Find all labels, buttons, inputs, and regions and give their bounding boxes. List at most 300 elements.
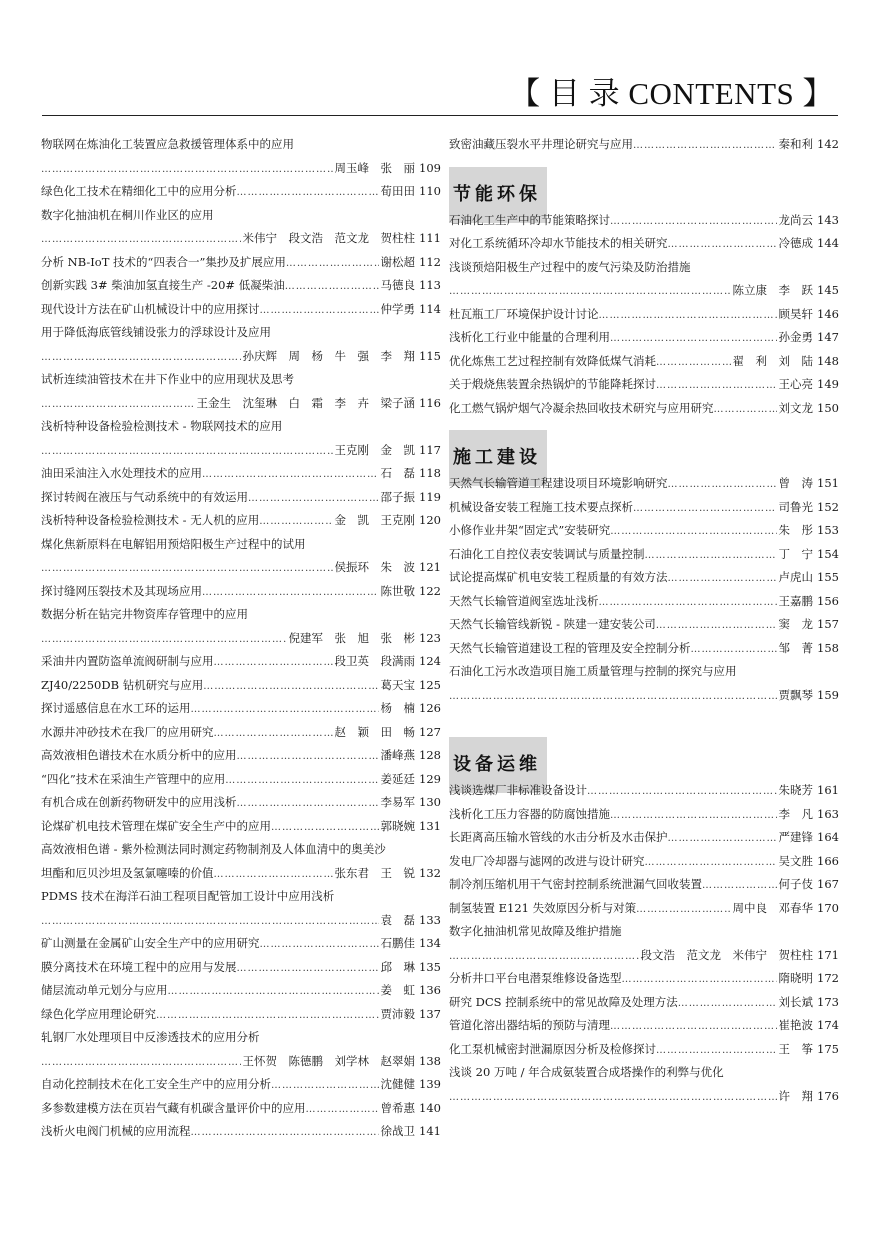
toc-entry: [41, 321, 441, 345]
toc-entry-page: 117: [419, 442, 441, 457]
toc-entry: [41, 298, 441, 322]
toc-entry-page: 111: [419, 231, 441, 245]
toc-entry-title: 有机合成在创新药物研发中的应用浅析: [41, 795, 237, 809]
toc-entry-author: 刘文龙 150: [778, 400, 839, 415]
toc-entry-title: 化工燃气锅炉烟气冷凝余热回收技术研究与应用研究: [449, 400, 714, 415]
toc-entry-page: 158: [817, 640, 839, 655]
toc-entry-author: 吴文胜 166: [778, 853, 839, 868]
dot-leader: [156, 1004, 379, 1027]
toc-entry-title: 数据分析在钻完井物资库存管理中的应用: [41, 607, 248, 621]
toc-entry-author: 丁 宁 154: [778, 546, 839, 561]
toc-entry-page: 135: [419, 959, 441, 974]
toc-entry: [449, 991, 839, 1015]
toc-entry-title: 采油井内置防盗单流阀研制与应用: [41, 654, 214, 668]
toc-entry: [449, 660, 839, 684]
toc-entry: [41, 1003, 441, 1027]
toc-entry-title: 试析连续油管技术在井下作业中的应用现状及思考: [41, 372, 294, 386]
dot-leader: [691, 638, 777, 661]
toc-entry-author: 赵 颖 田 畅 127: [334, 724, 441, 739]
toc-entry: [449, 303, 839, 327]
toc-entry-page: 149: [817, 377, 839, 391]
toc-entry-title: 分析井口平台电潜泵维修设备选型: [449, 971, 622, 985]
toc-entry: [449, 1061, 839, 1085]
toc-entry-title: 数字化抽油机在桐川作业区的应用: [41, 207, 214, 222]
toc-left-column: [41, 133, 441, 1144]
toc-entry: [41, 509, 441, 533]
toc-entry-title: 发电厂冷却器与滤网的改进与设计研究: [449, 853, 645, 868]
dot-leader: [656, 614, 777, 637]
toc-entry-page: 150: [817, 400, 839, 415]
toc-entry-page: 166: [817, 853, 839, 868]
toc-entry-page: 176: [817, 1088, 839, 1103]
toc-entry-page: 142: [817, 137, 839, 151]
dot-leader: [714, 398, 777, 421]
toc-entry-author: 李 凡 163: [778, 806, 839, 821]
toc-entry-title: 探讨转阀在液压与气动系统中的有效运用: [41, 489, 248, 504]
section-heading: 设备运维: [449, 737, 547, 793]
toc-entry-title: 浅析特种设备检验检测技术 - 物联网技术的应用: [41, 419, 283, 433]
toc-entry-author: 孙金勇 147: [778, 330, 839, 344]
toc-entry: [41, 791, 441, 815]
toc-entry-page: 134: [419, 936, 441, 950]
toc-entry-author: 张东君 王 锐 132: [334, 865, 441, 880]
dot-leader: [645, 851, 777, 874]
toc-entry: [449, 256, 839, 280]
toc-entry-author: 姜 虹 136: [380, 983, 441, 997]
toc-entry-page: 122: [419, 583, 441, 598]
toc-entry-page: 141: [419, 1124, 441, 1138]
toc-entry-page: 153: [817, 523, 839, 537]
dot-leader: [202, 463, 379, 486]
dot-leader: [260, 299, 379, 322]
toc-entry: [41, 1120, 441, 1144]
toc-entry-title: 自动化控制技术在化工安全生产中的应用分析: [41, 1077, 271, 1091]
toc-entry: [449, 850, 839, 874]
toc-entry-author: 沈健健 139: [380, 1077, 441, 1091]
dot-leader: [656, 1039, 777, 1062]
toc-entry-page: 123: [419, 630, 441, 645]
toc-entry: [449, 873, 839, 897]
toc-entry: [41, 204, 441, 228]
toc-entry-author: 曾希惠 140: [380, 1100, 441, 1115]
toc-entry: [41, 556, 441, 580]
dot-leader: [237, 792, 379, 815]
toc-entry: [41, 909, 441, 933]
dot-leader: [41, 628, 287, 651]
toc-entry-title: 轧钢厂水处理项目中反渗透技术的应用分析: [41, 1030, 260, 1044]
dot-leader: [306, 1098, 379, 1121]
toc-entry: [41, 627, 441, 651]
toc-entry-page: 144: [817, 236, 839, 250]
toc-entry: [449, 637, 839, 661]
dot-leader: [633, 134, 777, 157]
toc-entry: [449, 684, 839, 708]
dot-leader: [225, 769, 378, 792]
toc-entry-author: 周玉峰 张 丽 109: [334, 160, 441, 175]
toc-entry-title: 浅析化工压力容器的防腐蚀措施: [449, 806, 610, 821]
toc-entry-title: 天然气长输管道工程建设项目环境影响研究: [449, 476, 668, 490]
toc-entry-title: 储层流动单元划分与应用: [41, 983, 168, 997]
dot-leader: [260, 933, 379, 956]
toc-entry-title: 杜瓦瓶工厂环境保护设计讨论: [449, 306, 599, 321]
toc-entry-author: 冷德成 144: [778, 236, 839, 250]
dot-leader: [285, 275, 379, 298]
section-header-wrapper: [449, 157, 839, 209]
toc-entry-title: 创新实践 3# 柴油加氢直接生产 -20# 低凝柴油: [41, 278, 285, 292]
toc-entry-page: 171: [817, 947, 839, 962]
toc-entry-title: PDMS 技术在海洋石油工程项目配管加工设计中应用浅析: [41, 889, 335, 903]
toc-entry: [41, 1097, 441, 1121]
toc-entry-title: 浅析火电阀门机械的应用流程: [41, 1124, 191, 1138]
dot-leader: [633, 497, 777, 520]
toc-entry-author: 段卫英 段满雨 124: [334, 654, 441, 668]
toc-entry-page: 163: [817, 806, 839, 821]
toc-entry-page: 129: [419, 771, 441, 786]
dot-leader: [271, 1074, 379, 1097]
toc-entry-author: 孙庆辉 周 杨 牛 强 李 翔 115: [242, 348, 441, 363]
toc-entry-author: 朱晓芳 161: [778, 783, 839, 797]
toc-entry-page: 167: [817, 877, 839, 891]
toc-entry-author: 邹 菁 158: [778, 640, 839, 655]
dot-leader: [610, 804, 777, 827]
toc-entry-title: 石油化工自控仪表安装调试与质量控制: [449, 546, 645, 561]
dot-leader: [610, 210, 777, 233]
toc-entry-author: 龙尚云 143: [778, 212, 839, 227]
toc-entry-page: 130: [419, 795, 441, 809]
toc-entry: [41, 486, 441, 510]
toc-entry-author: 陈立康 李 跃 145: [732, 283, 839, 297]
toc-entry-title: 关于煅烧焦装置余热锅炉的节能降耗探讨: [449, 377, 656, 391]
dot-leader: [248, 487, 379, 510]
dot-leader: [678, 992, 777, 1015]
toc-entry-title: 油田采油注入水处理技术的应用: [41, 466, 202, 480]
dot-leader: [610, 1015, 777, 1038]
toc-entry-title: 天然气长输管道建设工程的管理及安全控制分析: [449, 640, 691, 655]
toc-entry: [41, 180, 441, 204]
toc-entry-page: 154: [817, 546, 839, 561]
toc-entry-page: 155: [817, 570, 839, 584]
toc-entry-title: 高效液相色谱 - 紫外检测法同时测定药物制剂及人体血清中的奥美沙: [41, 842, 386, 856]
toc-entry-page: 164: [817, 830, 839, 844]
toc-entry-author: 郭晓婉 131: [380, 818, 441, 833]
page-title: 【 目 录 CONTENTS 】: [509, 76, 834, 111]
toc-entry-author: 崔艳波 174: [778, 1018, 839, 1032]
toc-entry: [41, 533, 441, 557]
toc-entry: [41, 768, 441, 792]
toc-entry-title: 浅谈选煤厂非标准设备设计: [449, 783, 587, 797]
toc-entry-author: 杨 楠 126: [380, 701, 441, 715]
toc-entry: [449, 826, 839, 850]
toc-entry-author: 王嘉鹏 156: [778, 593, 839, 608]
toc-entry-title: 石油化工污水改造项目施工质量管理与控制的探究与应用: [449, 664, 737, 678]
toc-entry-page: 161: [817, 783, 839, 797]
toc-entry: [41, 603, 441, 627]
toc-entry-title: ZJ40/2250DB 钻机研究与应用: [41, 677, 204, 692]
toc-entry: [449, 133, 839, 157]
toc-entry-author: 马德良 113: [380, 278, 441, 292]
toc-entry: [41, 1026, 441, 1050]
toc-entry-page: 159: [817, 687, 839, 702]
toc-entry-author: 荀田田 110: [380, 184, 441, 198]
toc-entry: [41, 674, 441, 698]
dot-leader: [636, 898, 730, 921]
toc-entry: [41, 956, 441, 980]
toc-entry: [41, 1073, 441, 1097]
toc-entry-author: 王 筝 175: [778, 1041, 839, 1056]
toc-entry-title: 浅谈 20 万吨 / 年合成氨装置合成塔操作的利弊与优化: [449, 1065, 724, 1079]
toc-entry-title: 高效液相色谱技术在水质分析中的应用: [41, 748, 237, 762]
toc-entry: [41, 415, 441, 439]
toc-entry: [41, 979, 441, 1003]
section-spacer: [449, 707, 839, 727]
toc-entry-author: 严建锋 164: [778, 830, 839, 844]
toc-entry-page: 175: [817, 1041, 839, 1056]
dot-leader: [214, 651, 333, 674]
toc-entry-author: 金 凯 王克刚 120: [334, 513, 441, 527]
toc-entry: [449, 1014, 839, 1038]
toc-entry-title: 膜分离技术在环境工程中的应用与发展: [41, 959, 237, 974]
toc-entry-page: 110: [419, 184, 441, 198]
toc-entry-title: 优化炼焦工艺过程控制有效降低煤气消耗: [449, 353, 656, 368]
toc-entry: [449, 373, 839, 397]
toc-entry-page: 172: [817, 971, 839, 985]
toc-entry-title: 绿色化工技术在精细化工中的应用分析: [41, 184, 237, 198]
toc-entry-title: 水源井冲砂技术在我厂的应用研究: [41, 724, 214, 739]
toc-entry-title: 现代设计方法在矿山机械设计中的应用探讨: [41, 301, 260, 316]
toc-entry: [449, 209, 839, 233]
toc-entry-page: 157: [817, 617, 839, 631]
toc-entry-title: 物联网在炼油化工装置应急救援管理体系中的应用: [41, 137, 294, 151]
toc-entry: [449, 779, 839, 803]
toc-entry-title: 绿色化学应用理论研究: [41, 1006, 156, 1021]
toc-entry: [41, 392, 441, 416]
toc-entry: [41, 345, 441, 369]
toc-entry-author: 朱 彤 153: [778, 523, 839, 537]
dot-leader: [610, 520, 776, 543]
toc-entry-page: 174: [817, 1018, 839, 1032]
dot-leader: [259, 510, 332, 533]
dot-leader: [449, 685, 777, 708]
toc-entry-author: 王金生 沈玺琳 白 霜 李 卉 梁子涵 116: [196, 395, 441, 410]
toc-entry-page: 140: [419, 1100, 441, 1115]
toc-entry-title: 浅谈预焙阳极生产过程中的废气污染及防治措施: [449, 259, 691, 274]
section-heading: 施工建设: [449, 430, 547, 486]
toc-entry-title: 探讨缝网压裂技术及其现场应用: [41, 583, 202, 598]
toc-entry-author: 刘长斌 173: [778, 994, 839, 1009]
dot-leader: [668, 567, 777, 590]
toc-entry-title: 试论提高煤矿机电安装工程质量的有效方法: [449, 570, 668, 584]
toc-entry-author: 邱 琳 135: [380, 959, 441, 974]
toc-entry: [41, 815, 441, 839]
header-divider: [42, 115, 838, 116]
dot-leader: [41, 910, 379, 933]
dot-leader: [41, 158, 333, 181]
toc-entry-author: 顾昊轩 146: [778, 306, 839, 321]
toc-entry: [41, 251, 441, 275]
toc-entry: [449, 803, 839, 827]
toc-entry: [449, 1038, 839, 1062]
toc-entry-author: 侯振环 朱 波 121: [334, 560, 441, 574]
toc-entry: [449, 350, 839, 374]
toc-entry: [41, 274, 441, 298]
toc-entry-page: 136: [419, 983, 441, 997]
dot-leader: [41, 346, 241, 369]
toc-entry-author: 卢虎山 155: [778, 570, 839, 584]
dot-leader: [237, 745, 379, 768]
toc-entry-title: 论煤矿机电技术管理在煤矿安全生产中的应用: [41, 818, 271, 833]
toc-entry: [41, 650, 441, 674]
dot-leader: [599, 591, 777, 614]
toc-entry-page: 133: [419, 912, 441, 927]
toc-entry: [449, 1085, 839, 1109]
dot-leader: [610, 327, 777, 350]
toc-entry-page: 139: [419, 1077, 441, 1091]
dot-leader: [271, 816, 379, 839]
dot-leader: [41, 228, 241, 251]
toc-entry-title: 致密油藏压裂水平井理论研究与应用: [449, 137, 633, 151]
toc-entry: [449, 326, 839, 350]
dot-leader: [668, 233, 777, 256]
toc-entry: [41, 838, 441, 862]
toc-entry-title: 研究 DCS 控制系统中的常见故障及处理方法: [449, 994, 678, 1009]
toc-entry: [41, 885, 441, 909]
toc-entry-author: 姜延廷 129: [380, 771, 441, 786]
toc-entry-author: 曾 涛 151: [778, 476, 839, 490]
section-header-wrapper: [449, 727, 839, 779]
dot-leader: [286, 252, 379, 275]
toc-entry: [449, 590, 839, 614]
toc-entry-page: 114: [419, 301, 441, 316]
toc-entry-page: 170: [817, 900, 839, 915]
toc-entry: [41, 721, 441, 745]
toc-entry-author: 隋晓明 172: [778, 971, 839, 985]
dot-leader: [237, 181, 379, 204]
dot-leader: [191, 1121, 379, 1144]
toc-entry-page: 121: [419, 560, 441, 574]
dot-leader: [449, 945, 639, 968]
toc-entry: [41, 1050, 441, 1074]
toc-entry-title: 天然气长输管道阀室选址浅析: [449, 593, 599, 608]
toc-entry-page: 137: [419, 1006, 441, 1021]
toc-entry-author: 谢松超 112: [380, 254, 441, 269]
toc-entry: [449, 566, 839, 590]
toc-entry-page: 109: [419, 160, 441, 175]
dot-leader: [645, 544, 777, 567]
toc-entry-page: 112: [419, 254, 441, 269]
dot-leader: [656, 351, 731, 374]
toc-entry-title: 天然气长输管线新锐 - 陕建一建安装公司: [449, 617, 656, 631]
toc-entry-page: 119: [419, 489, 441, 504]
toc-entry-title: 小修作业井架“固定式”安装研究: [449, 523, 611, 537]
toc-entry-page: 147: [817, 330, 839, 344]
toc-entry-author: 邵子振 119: [380, 489, 441, 504]
toc-entry-page: 115: [419, 348, 441, 363]
dot-leader: [237, 957, 379, 980]
toc-entry: [449, 519, 839, 543]
toc-entry-page: 113: [419, 278, 441, 292]
toc-entry-author: 段文浩 范文龙 米伟宁 贺柱柱 171: [640, 947, 839, 962]
toc-entry-title: 管道化溶出器结垢的预防与清理: [449, 1018, 610, 1032]
toc-entry-author: 潘峰燕 128: [380, 748, 441, 762]
dot-leader: [41, 557, 333, 580]
toc-entry: [41, 227, 441, 251]
toc-entry-page: 128: [419, 748, 441, 762]
dot-leader: [41, 393, 195, 416]
toc-entry-title: 用于降低海底管线铺设张力的浮球设计及应用: [41, 325, 271, 339]
toc-entry-page: 152: [817, 499, 839, 514]
dot-leader: [202, 581, 379, 604]
toc-entry-page: 116: [419, 395, 441, 410]
toc-entry-title: 化工泵机械密封泄漏原因分析及检修探讨: [449, 1041, 656, 1056]
dot-leader: [191, 698, 379, 721]
toc-entry-author: 贾沛毅 137: [380, 1006, 441, 1021]
toc-entry-page: 132: [419, 865, 441, 880]
toc-entry: [449, 232, 839, 256]
toc-entry-author: 徐战卫 141: [380, 1124, 441, 1138]
dot-leader: [449, 1086, 777, 1109]
dot-leader: [41, 440, 333, 463]
toc-entry: [449, 279, 839, 303]
toc-entry-page: 118: [419, 466, 441, 480]
toc-entry-page: 124: [419, 654, 441, 668]
toc-entry-author: 许 翔 176: [778, 1088, 839, 1103]
dot-leader: [168, 980, 379, 1003]
toc-entry-title: 坦酯和厄贝沙坦及氢氯噻嗪的价值: [41, 865, 214, 880]
dot-leader: [656, 374, 777, 397]
toc-entry-author: 葛天宝 125: [380, 677, 441, 692]
toc-entry-page: 148: [817, 353, 839, 368]
toc-entry: [41, 439, 441, 463]
toc-entry: [41, 368, 441, 392]
dot-leader: [668, 473, 777, 496]
toc-entry: [41, 580, 441, 604]
toc-entry-page: 138: [419, 1053, 441, 1068]
toc-entry-author: 王怀贺 陈德鹏 刘学林 赵翠娟 138: [242, 1053, 441, 1068]
toc-entry: [41, 744, 441, 768]
toc-entry: [449, 397, 839, 421]
toc-entry-title: 对化工系统循环冷却水节能技术的相关研究: [449, 236, 668, 250]
section-header-wrapper: [449, 420, 839, 472]
toc-entry-page: 127: [419, 724, 441, 739]
toc-entry-author: 司鲁光 152: [778, 499, 839, 514]
toc-entry-title: 长距离高压输水管线的水击分析及水击保护: [449, 830, 668, 844]
toc-entry: [449, 967, 839, 991]
toc-entry-title: 数字化抽油机常见故障及维护措施: [449, 924, 622, 938]
dot-leader: [449, 280, 731, 303]
toc-entry-page: 146: [817, 306, 839, 321]
toc-entry-author: 周中良 邓春华 170: [732, 900, 839, 915]
toc-entry-author: 秦和利 142: [778, 137, 839, 151]
toc-entry: [449, 543, 839, 567]
toc-entry-author: 仲学勇 114: [380, 301, 441, 316]
toc-entry: [41, 697, 441, 721]
section-heading: 节能环保: [449, 167, 547, 223]
toc-entry-title: 矿山测量在金属矿山安全生产中的应用研究: [41, 936, 260, 950]
toc-entry-author: 石鹏佳 134: [380, 936, 441, 950]
dot-leader: [622, 968, 777, 991]
toc-entry-page: 143: [817, 212, 839, 227]
toc-entry-author: 贾飘琴 159: [778, 687, 839, 702]
dot-leader: [203, 675, 378, 698]
toc-entry-title: 制冷剂压缩机用干气密封控制系统泄漏气回收装置: [449, 877, 702, 891]
toc-entry-author: 翟 利 刘 陆 148: [732, 353, 839, 368]
toc-entry: [449, 944, 839, 968]
dot-leader: [702, 874, 777, 897]
toc-entry: [41, 157, 441, 181]
toc-entry-page: 126: [419, 701, 441, 715]
toc-entry-title: 煤化焦新原料在电解铝用预焙阳极生产过程中的试用: [41, 536, 306, 551]
toc-entry-author: 王克刚 金 凯 117: [334, 442, 441, 457]
